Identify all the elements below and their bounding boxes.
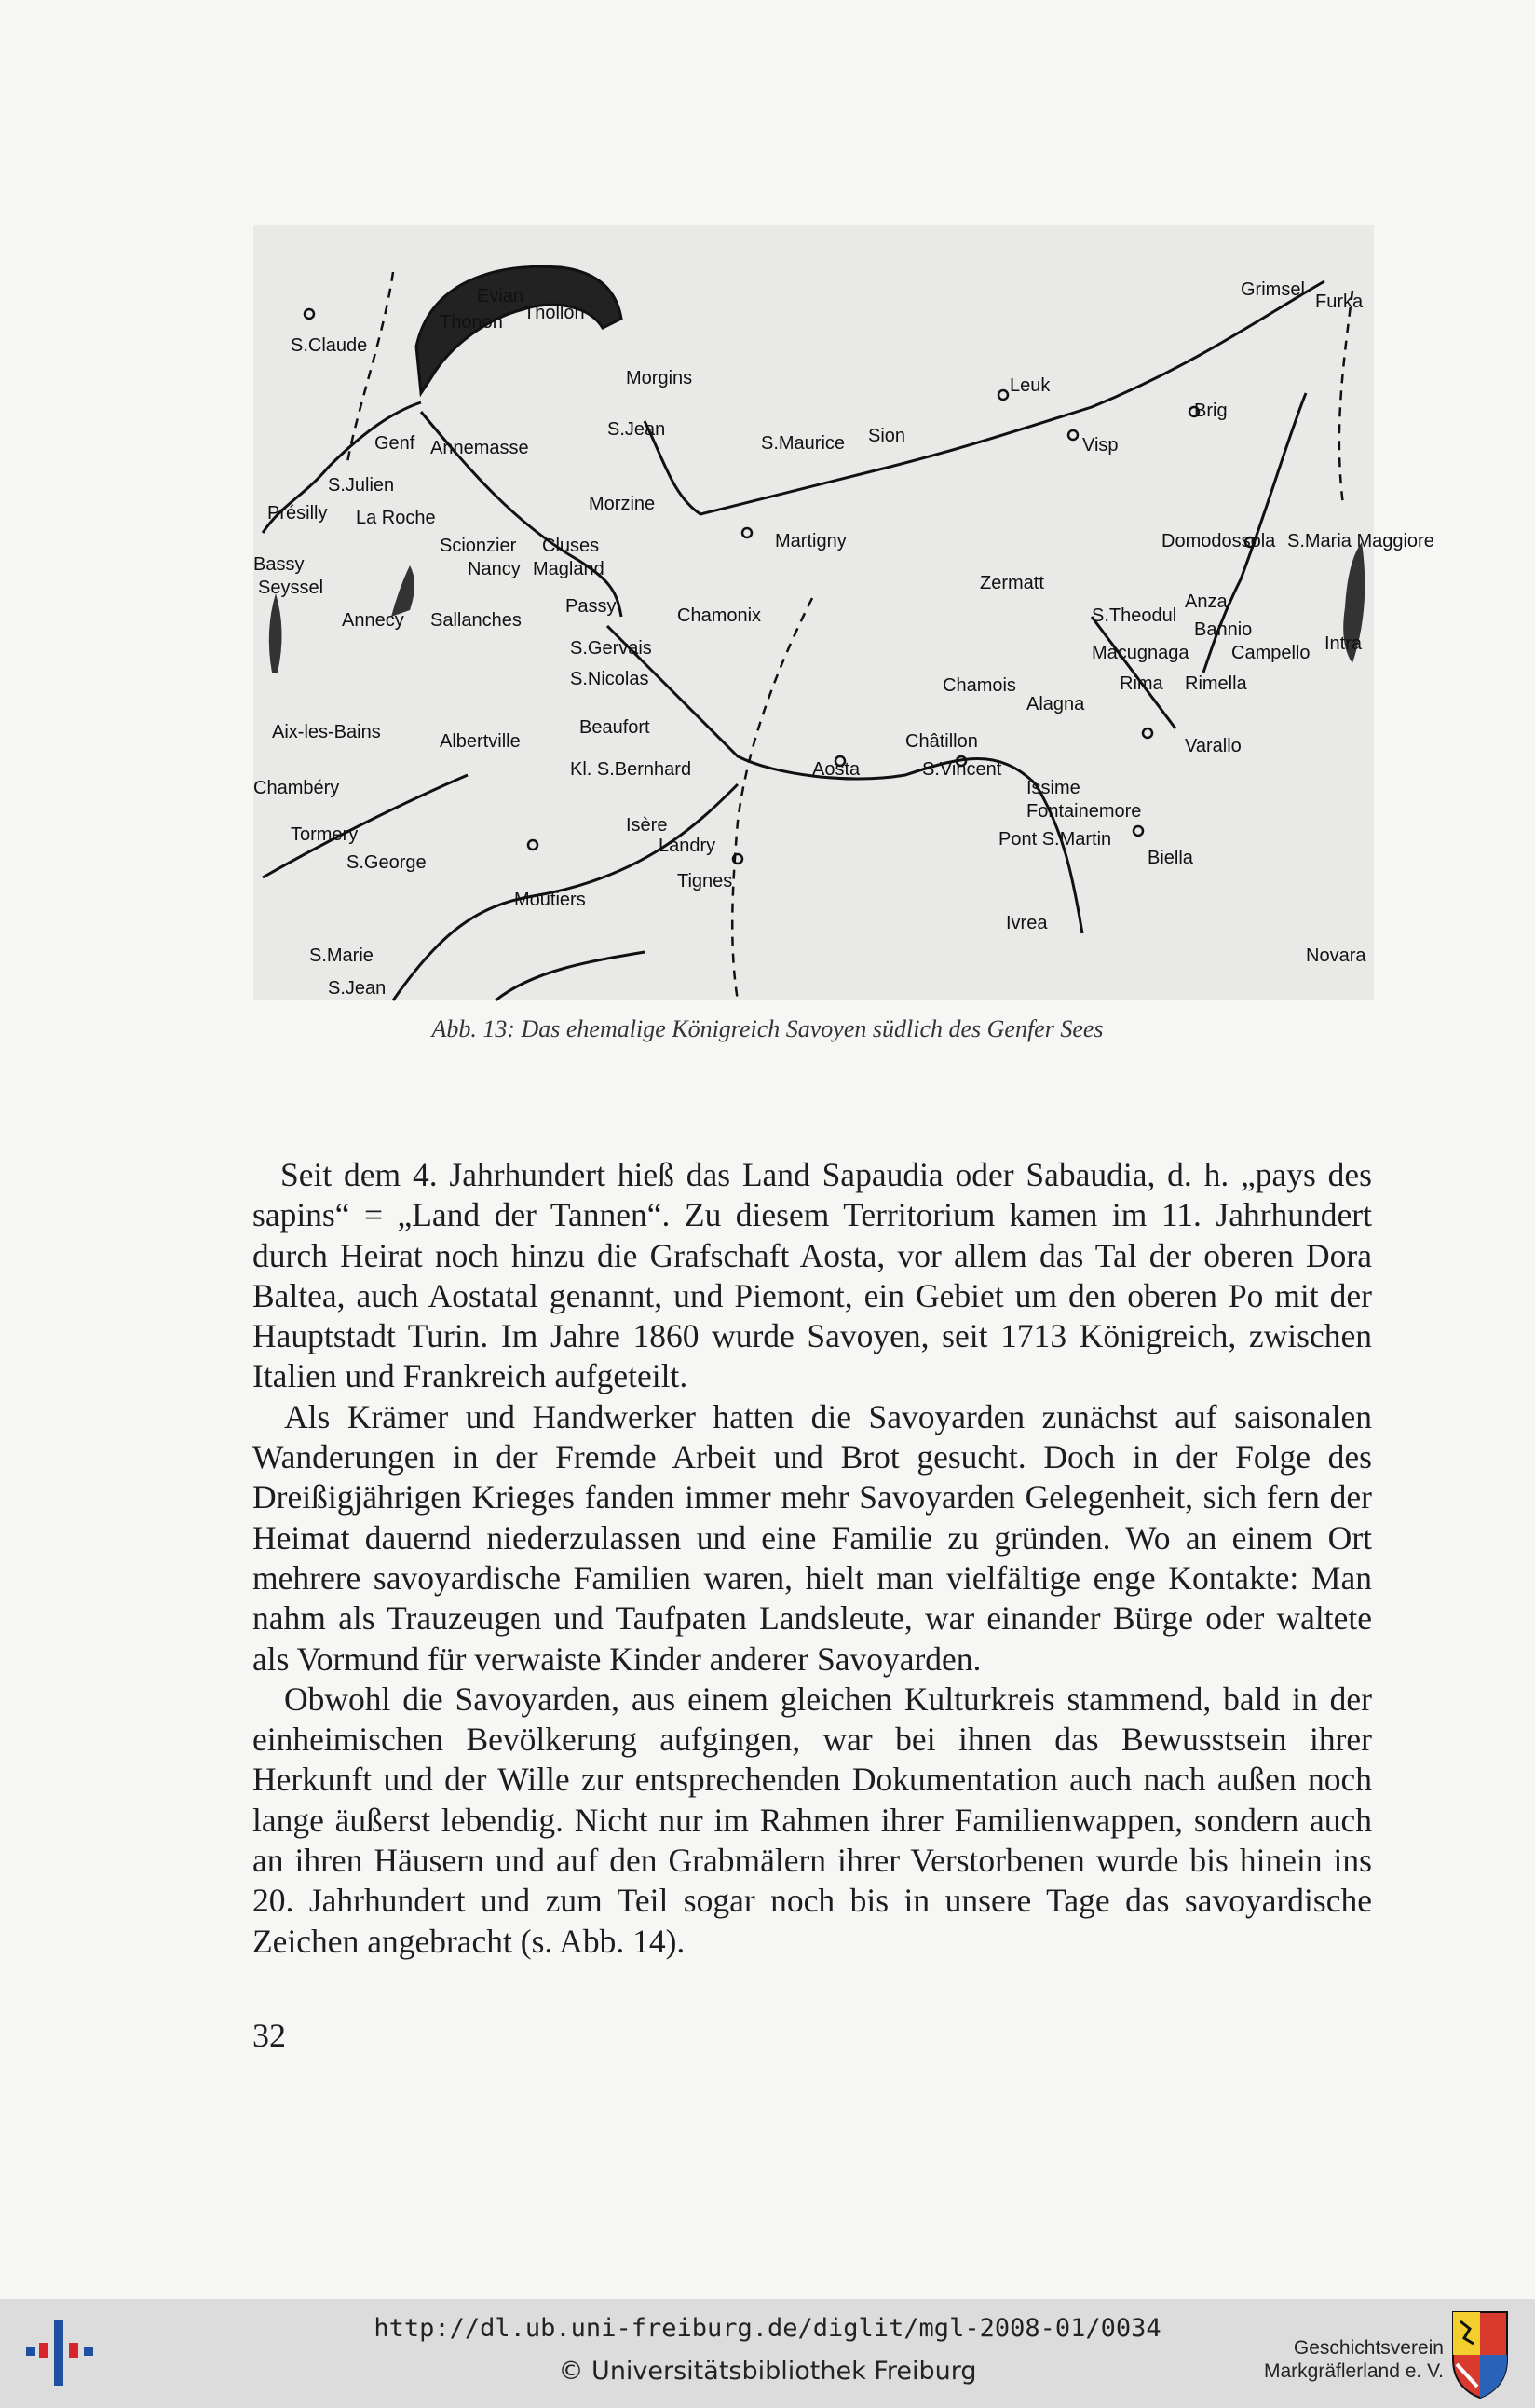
svg-text:S.George: S.George <box>346 852 427 873</box>
svg-text:Chamonix: Chamonix <box>677 605 762 626</box>
svg-text:Moutiers: Moutiers <box>514 890 586 910</box>
svg-text:Leuk: Leuk <box>1010 375 1051 396</box>
svg-text:Evian: Evian <box>477 286 524 306</box>
svg-text:S.Jean: S.Jean <box>328 978 387 999</box>
svg-text:Varallo: Varallo <box>1185 736 1242 756</box>
svg-text:Passy: Passy <box>565 596 617 617</box>
svg-text:Scionzier: Scionzier <box>440 536 517 556</box>
svg-text:Issime: Issime <box>1026 778 1080 798</box>
svg-text:S.Theodul: S.Theodul <box>1092 605 1177 626</box>
svg-text:Landry: Landry <box>659 836 716 856</box>
map-figure <box>253 225 1434 1000</box>
svg-text:Bassy: Bassy <box>253 554 305 575</box>
svg-text:S.Vincent: S.Vincent <box>922 759 1002 780</box>
svg-text:S.Claude: S.Claude <box>291 335 368 356</box>
svg-text:La Roche: La Roche <box>356 508 436 528</box>
svg-text:Fontainemore: Fontainemore <box>1026 801 1142 822</box>
svg-text:Rima: Rima <box>1120 673 1163 694</box>
svg-text:Intra: Intra <box>1324 633 1363 654</box>
svg-text:S.Gervais: S.Gervais <box>570 638 652 659</box>
svg-text:Morgins: Morgins <box>626 368 693 388</box>
river-sesia <box>1092 617 1175 728</box>
svg-text:Genf: Genf <box>374 433 415 454</box>
svg-text:Zermatt: Zermatt <box>980 573 1044 593</box>
svg-text:S.Nicolas: S.Nicolas <box>570 669 649 689</box>
map-svg <box>253 225 1434 1000</box>
society-line-1: Geschichtsverein <box>1293 2337 1444 2359</box>
body-text <box>252 1155 1372 1962</box>
svg-text:Bannio: Bannio <box>1194 619 1253 640</box>
svg-text:Beaufort: Beaufort <box>579 717 650 738</box>
svg-text:Aix-les-Bains: Aix-les-Bains <box>272 722 381 742</box>
svg-text:Rimella: Rimella <box>1185 673 1247 694</box>
paragraph-3: Obwohl die Savoyarden, aus einem gleichen Kulturkreis stammend, bald in der einheimischen Bevölkerung aufgingen, war bei ihnen das Bewusstsein ihrer Herkunft und der Wille zur entsprechenden Dokumentation auch nach außen noch lange äußerst lebendig. Nicht nur im Rahmen ihrer Familienwappen, sondern auch an ihren Häusern und auf den Grabmälern ihrer Verstorbenen wurde bis hinein ins 20. Jahrhundert und zum Teil sogar noch bis in unsere Tage das savoyardische Zeichen angebracht (s. Abb. 14). <box>252 1680 1372 1960</box>
svg-text:S.Julien: S.Julien <box>328 475 395 496</box>
society-line-2: Markgräflerland e. V. <box>1264 2360 1444 2382</box>
svg-text:Annemasse: Annemasse <box>430 438 529 458</box>
river-arc <box>263 775 645 1000</box>
svg-text:S.Marie: S.Marie <box>309 946 374 966</box>
river-rhone-upper <box>645 281 1324 514</box>
svg-text:Thonon: Thonon <box>440 312 503 333</box>
svg-text:S.Maria Maggiore: S.Maria Maggiore <box>1287 531 1434 551</box>
border-north <box>1339 291 1352 505</box>
svg-text:Présilly: Présilly <box>267 503 328 524</box>
svg-text:Novara: Novara <box>1306 946 1366 966</box>
svg-text:Brig: Brig <box>1194 401 1228 421</box>
svg-text:Alagna: Alagna <box>1026 694 1085 714</box>
lake-annecy <box>391 565 414 617</box>
svg-text:Sion: Sion <box>868 426 906 446</box>
page-number: 32 <box>252 2017 286 2054</box>
svg-text:Chamois: Chamois <box>943 675 1016 696</box>
svg-text:Visp: Visp <box>1082 435 1119 456</box>
svg-text:Domodossola: Domodossola <box>1161 531 1276 551</box>
paragraph-2: Als Krämer und Handwerker hatten die Savoyarden zunächst auf saisonalen Wanderungen in der Fremde Arbeit und Brot gesucht. Doch in der Folge des Dreißigjährigen Krieges fanden immer mehr Savoyarden Gelegenheit, sich fern der Heimat dauernd niederzulassen und eine Familie zu gründen. Wo an einem Ort mehrere savoyardische Familien waren, hielt man vielfältige enge Kontakte: Man nahm als Trauzeugen und Taufpaten Landsleute, war einander Bürge oder waltete als Vormund für verwaiste Kinder anderer Savoyarden. <box>252 1397 1372 1678</box>
svg-text:Thollon: Thollon <box>523 303 585 323</box>
svg-text:Furka: Furka <box>1315 292 1364 312</box>
svg-text:Chambéry: Chambéry <box>253 778 340 798</box>
svg-text:Annecy: Annecy <box>342 610 404 631</box>
svg-text:Magland: Magland <box>533 559 604 579</box>
coat-of-arms-icon <box>1449 2308 1511 2400</box>
footer-url-link[interactable]: http://dl.ub.uni-freiburg.de/diglit/mgl-2008-01/0034 <box>374 2314 1161 2343</box>
svg-text:Morzine: Morzine <box>589 494 656 514</box>
svg-text:Sallanches: Sallanches <box>430 610 522 631</box>
svg-text:Châtillon: Châtillon <box>905 731 978 752</box>
border-south <box>732 598 812 1000</box>
svg-text:S.Jean: S.Jean <box>607 419 666 440</box>
svg-text:Nancy: Nancy <box>468 559 521 579</box>
svg-text:Macugnaga: Macugnaga <box>1092 643 1189 663</box>
svg-text:Ivrea: Ivrea <box>1006 913 1048 933</box>
footer-bar <box>0 2299 1535 2408</box>
society-name <box>1229 2336 1444 2383</box>
svg-text:Martigny: Martigny <box>775 531 847 551</box>
svg-text:Pont S.Martin: Pont S.Martin <box>998 829 1112 850</box>
svg-text:Anza: Anza <box>1185 592 1228 612</box>
svg-text:Isère: Isère <box>626 815 668 836</box>
svg-text:Grimsel: Grimsel <box>1241 279 1305 300</box>
svg-text:Campello: Campello <box>1231 643 1311 663</box>
svg-text:Albertville: Albertville <box>440 731 521 752</box>
figure-caption: Abb. 13: Das ehemalige Königreich Savoyen südlich des Genfer Sees <box>431 1015 1104 1042</box>
svg-text:Tormery: Tormery <box>291 824 359 845</box>
svg-text:Cluses: Cluses <box>542 536 600 556</box>
svg-text:Biella: Biella <box>1148 848 1193 868</box>
svg-text:Aosta: Aosta <box>812 759 861 780</box>
lake-bourget <box>269 593 282 673</box>
footer-copyright: © Universitätsbibliothek Freiburg <box>558 2357 977 2386</box>
svg-text:Kl. S.Bernhard: Kl. S.Bernhard <box>570 759 692 780</box>
svg-text:Tignes: Tignes <box>677 871 733 891</box>
svg-text:Seyssel: Seyssel <box>258 578 324 598</box>
svg-text:S.Maurice: S.Maurice <box>761 433 846 454</box>
paragraph-1: Seit dem 4. Jahrhundert hieß das Land Sapaudia oder Sabaudia, d. h. „pays des sapins“ = „Land der Tannen“. Zu diesem Territorium kamen im 11. Jahrhundert durch Heirat noch hinzu die Grafschaft Aosta, vor allem das Tal der oberen Dora Baltea, auch Aostatal genannt, und Piemont, ein Gebiet um den oberen Po mit der Hauptstadt Turin. Im Jahre 1860 wurde Savoyen, seit 1713 Königreich, zwischen Italien und Frankreich aufgeteilt. <box>252 1156 1372 1395</box>
